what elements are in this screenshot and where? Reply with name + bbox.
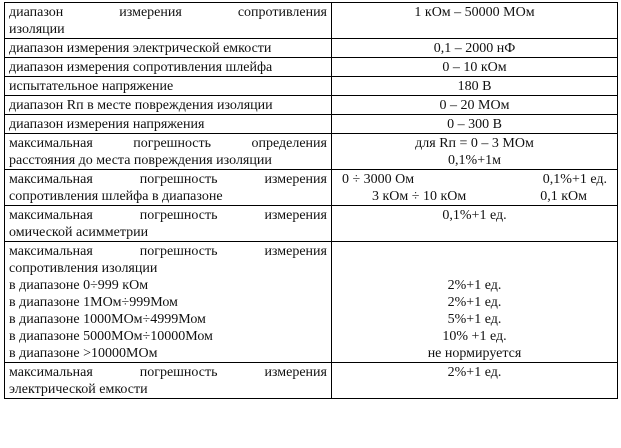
table-row [5,363,618,399]
table-row [5,242,618,363]
text-word: определения [251,136,327,151]
text-line: диапазон измерения сопротивления шлейфа [9,60,273,75]
text-line: в диапазоне 1МОм÷999Мом [9,295,178,310]
value-text: 2%+1 ед. [447,278,502,293]
value-text: 10% +1 ед. [442,329,507,344]
value-cell [332,170,618,206]
value-cell [332,363,618,399]
text-word: измерения [264,172,327,187]
parameter-cell [5,96,332,115]
text-word: диапазон [9,5,64,20]
value-text: 1 кОм – 50000 МОм [414,5,535,20]
parameter-cell [5,134,332,170]
value-cell [332,242,618,363]
text-line: электрической емкости [9,382,148,397]
text-word: погрешность [139,172,218,187]
value-cell [332,39,618,58]
value-text: 0 – 20 МОм [439,98,510,113]
text-line: испытательное напряжение [9,79,174,94]
parameter-cell [5,170,332,206]
value-pair [336,188,613,205]
text-word: погрешность [139,244,218,259]
value-cell [332,3,618,39]
text-word: измерения [264,244,327,259]
value-text: не нормируется [427,346,522,361]
error-text: 0,1 кОм [540,189,587,204]
text-word: погрешность [133,136,212,151]
table-row [5,58,618,77]
value-text: 180 В [457,79,492,94]
parameter-cell [5,58,332,77]
text-line: сопротивления шлейфа в диапазоне [9,189,223,204]
text-line: в диапазоне 5000МОм÷10000Мом [9,329,213,344]
text-line: диапазон измерения электрической емкости [9,41,272,56]
parameter-cell [5,39,332,58]
value-cell [332,58,618,77]
text-line: в диапазоне 1000МОм÷4999Мом [9,312,206,327]
value-cell [332,134,618,170]
text-word: максимальная [9,244,93,259]
value-pair [336,171,613,188]
text-word: погрешность [139,208,218,223]
text-line: омической асимметрии [9,225,149,240]
text-line: диапазон Rп в месте повреждения изоляции [9,98,273,113]
parameter-cell [5,206,332,242]
text-word: измерения [264,365,327,380]
value-text: 0 – 300 В [447,117,502,132]
table-row [5,77,618,96]
value-text: 2%+1 ед. [447,365,502,380]
parameter-cell [5,115,332,134]
text-word: сопротивления [237,5,327,20]
parameter-cell [5,3,332,39]
text-word: измерения [119,5,182,20]
text-word: измерения [264,208,327,223]
error-text: 0,1%+1 ед. [542,172,607,187]
value-text: 2%+1 ед. [447,295,502,310]
value-text: 0,1%+1м [448,153,501,168]
text-word: максимальная [9,208,93,223]
text-word: максимальная [9,136,93,151]
parameter-cell [5,363,332,399]
text-line: в диапазоне 0÷999 кОм [9,278,149,293]
range-text: 0 ÷ 3000 Ом [342,172,415,187]
table-row [5,3,618,39]
table-row [5,96,618,115]
value-text: для Rп = 0 – 3 МОм [415,136,534,151]
text-word: максимальная [9,172,93,187]
table-row [5,39,618,58]
text-line: в диапазоне >10000МОм [9,346,158,361]
text-line: диапазон измерения напряжения [9,117,205,132]
value-cell [332,96,618,115]
range-text: 3 кОм ÷ 10 кОм [372,189,467,204]
specifications-table [4,2,618,399]
value-text: 0,1%+1 ед. [442,208,507,223]
value-cell [332,77,618,96]
value-text: 0 – 10 кОм [442,60,507,75]
text-word: максимальная [9,365,93,380]
value-cell [332,115,618,134]
table-row [5,134,618,170]
text-line: расстояния до места повреждения изоляции [9,153,272,168]
parameter-cell [5,242,332,363]
table-row [5,170,618,206]
table-row [5,115,618,134]
text-line: изоляции [9,22,65,37]
text-line: сопротивления изоляции [9,261,158,276]
text-word: погрешность [139,365,218,380]
parameter-cell [5,77,332,96]
value-text: 5%+1 ед. [447,312,502,327]
value-cell [332,206,618,242]
table-row [5,206,618,242]
value-text: 0,1 – 2000 нФ [433,41,516,56]
